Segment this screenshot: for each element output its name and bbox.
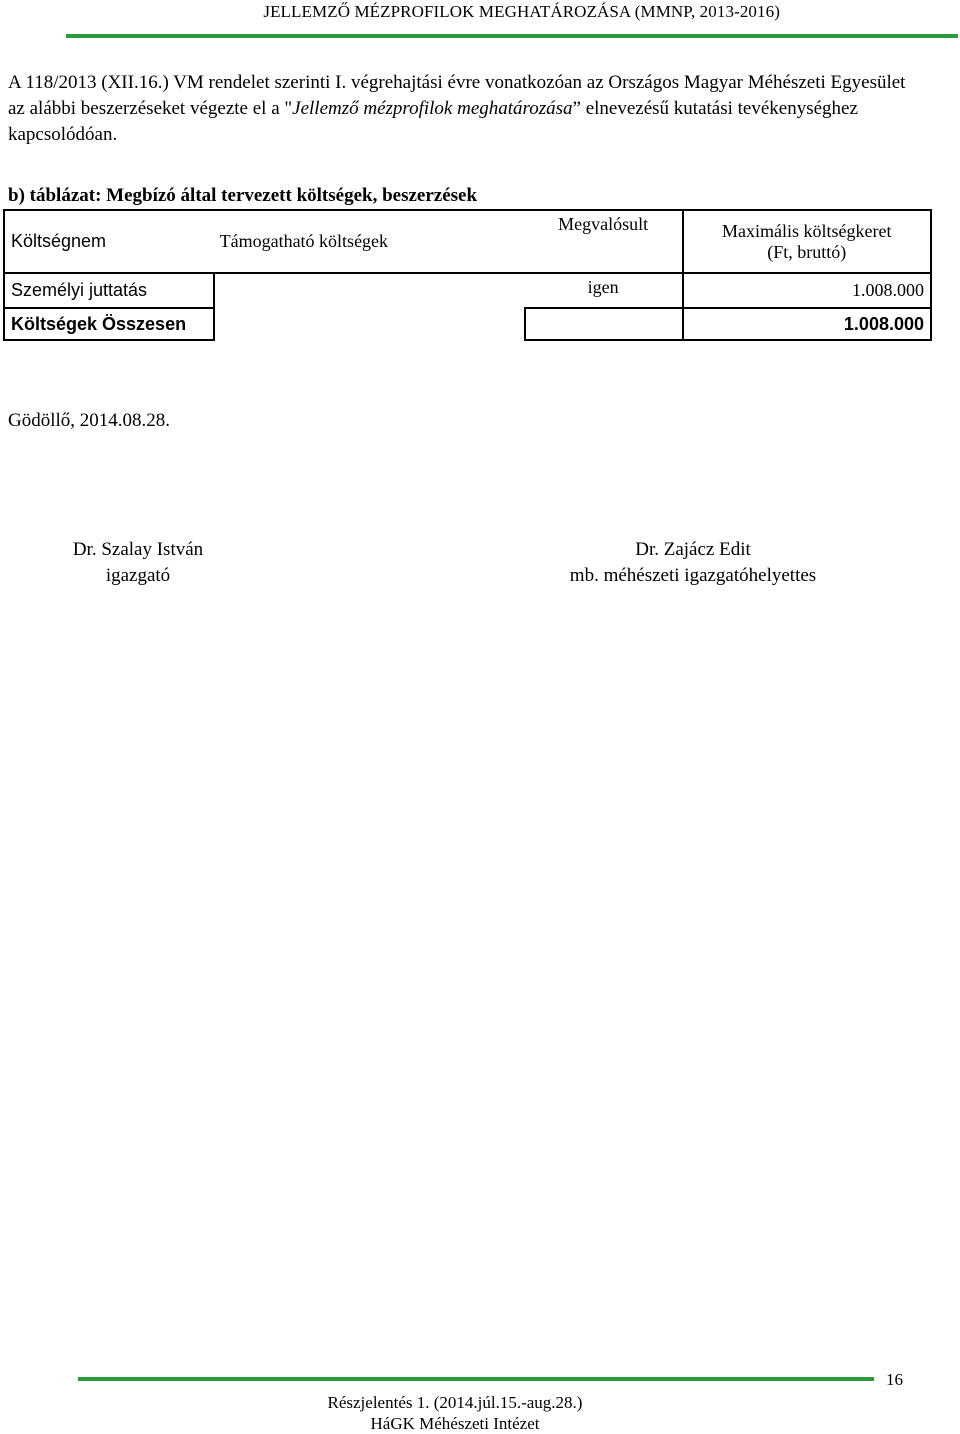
- intro-text-before: A 118/2013 (XII.16.) VM rendelet szerinti I. végrehajtási évre vonatkozóan az Országos Magyar Méhészeti Egyesület az alábbi beszerzéseket végezte el a ": [8, 72, 906, 119]
- header-cost-type: Költségnem: [4, 210, 214, 273]
- cell-cost-type: Személyi juttatás: [4, 273, 214, 308]
- header-max-budget-line2: (Ft, bruttó): [767, 241, 847, 262]
- header-max-budget-line1: Maximális költségkeret: [722, 220, 892, 241]
- cell-realized: igen: [525, 273, 683, 308]
- intro-project-name: Jellemző mézprofilok meghatározása: [292, 98, 573, 119]
- total-value: 1.008.000: [683, 308, 931, 340]
- total-label: Költségek Összesen: [4, 308, 214, 340]
- page-number: 16: [886, 1370, 903, 1389]
- table-total-row: [4, 308, 931, 340]
- table-header-row: [4, 210, 931, 273]
- header-rule: [66, 34, 958, 38]
- footer-institute-line: HáGK Méhészeti Intézet: [370, 1414, 540, 1433]
- cost-table: [3, 209, 932, 341]
- footer-text: [255, 1392, 655, 1434]
- header-realized: Megvalósult: [525, 210, 683, 273]
- footer-report-line: Részjelentés 1. (2014.júl.15.-aug.28.): [327, 1393, 583, 1412]
- header-eligible-costs: Támogatható költségek: [214, 210, 525, 273]
- signer-left-title: igazgató: [105, 565, 171, 586]
- total-empty-eligible: [214, 308, 525, 340]
- intro-paragraph: [8, 70, 908, 148]
- table-caption: b) táblázat: Megbízó által tervezett költségek, beszerzések: [8, 185, 478, 206]
- signature-right: [540, 537, 846, 589]
- signature-left: [52, 537, 224, 589]
- intro-text-after: ” elnevezésű kutatási tevékenységhez kapcsolódóan.: [8, 98, 858, 145]
- cell-eligible: [214, 273, 525, 308]
- signer-right-name: Dr. Zajácz Edit: [635, 539, 751, 560]
- place-and-date: Gödöllő, 2014.08.28.: [8, 410, 171, 431]
- signer-left-name: Dr. Szalay István: [72, 539, 204, 560]
- total-empty-realized: [525, 308, 683, 340]
- signer-right-title: mb. méhészeti igazgatóhelyettes: [569, 565, 817, 586]
- header-max-budget: [683, 210, 931, 273]
- footer-rule: [78, 1377, 874, 1381]
- cell-max-budget: 1.008.000: [683, 273, 931, 308]
- page-header-title: JELLEMZŐ MÉZPROFILOK MEGHATÁROZÁSA (MMNP, 2013-2016): [263, 2, 780, 21]
- table-row: [4, 273, 931, 308]
